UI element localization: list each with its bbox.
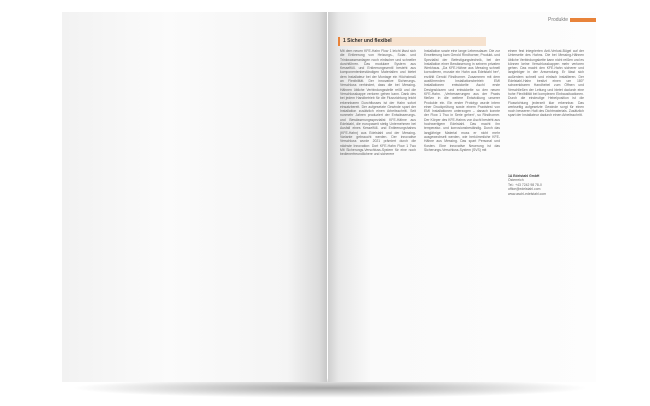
contact-country: Österreich — [508, 178, 524, 183]
article-column-2: Installation sowie eine lange Lebensdauer. Die zur Erweiterung kam Gerold Rindhorner, Produkt- und Spezialist der Befestigungstechnik, bei der Installation einer Bewässerung in seinem privaten Werkhaus. „Da KFE-Hähne aus Messing schnell korrodieren, musste ein Hahn aus Edelstahl her“, erzählt Gerold Rindhorner. Zusammen mit dem ausführenden Installationsbetrieb EMI Installationen entwickelte Aschl erste Designskizzen und entwickelte so den neuen KFE-Hahn. „Verbesserungen aus der Praxis fließen in die weitere Entwicklung unserer Produkte ein. Ein erster Prototyp wurde intern einer Druckprüfung sowie einem Praxistest von EMI Installationen unterzogen – danach konnte der Flow 1 Two in Serie gehen“, so Rindhorner. Der Körper des KFE-Hahns von Aschl besteht aus hochwertigem Edelstahl. Das macht ihn temperatur- und korrosionsbeständig. Durch das langjährige Material muss er nicht mehr ausgewechselt werden, wie herkömmliche KFE-Hähne aus Messing. Das spart Personal und Kosten. Eine innovative Neuerung ist das Sicherungs-Verschluss-System (SVS) mit — [424, 49, 500, 152]
article-column-1: Mit dem neuen KFE-Hahn Flow 1 leicht lässt sich die Entleerung von Heizungs-, Solar- und Trinkwasseranlagen noch einfacher und schneller durchführen. Das modulare System aus Kesselfüll- und Entleerungsventil besteht aus komponentenbeständigen Materialien und bietet dem Installateur bei der Montage ein Höchstmaß an Flexibilität. Der innovative Sicherungs-Verschluss verhindert, dass die bei Messing-Hähnen übliche Verbindungsstelle reißt und die Verschlusskappe verloren gehen kann. Dank des bei jedem Handbetrieb für die Flussrichtung leicht erkennbaren Durchflusses ist der Hahn sofort einsatzbereit. Der aufgesetzte Gewinde spart der Installation zusätzlich einen Arbeitsschritt. Seit nunmehr Jahren produziert der Entwässerungs- und Bewässerungsspezialist KFE-Hähne aus Edelstahl, die europaweit stetig Unternehmen bei Ausfall eines Kesselfüll- und Entleerungshahns (KFE-Hahn) aus Edelstahl und der Messing-Variante gebraucht werden. Der innovative Verschluss wurde 2021 prämiert durch die nächste Innovation: Dort KFE-Hahn Flow 1 Two Mit Sicherungs-Verschluss-System für eine noch bedienerfreundlichere und sicherere — [340, 49, 416, 157]
contact-block — [508, 174, 584, 196]
contact-web: www.aschl-edelstahl.com — [508, 191, 547, 196]
article-heading-box — [338, 37, 486, 46]
contact-phone: Tel.: +43 7242 98 78-0 — [508, 182, 542, 187]
left-page — [62, 12, 327, 382]
section-label: Produkte — [547, 17, 568, 23]
magazine-spread — [62, 12, 596, 392]
right-page — [328, 12, 596, 382]
section-accent-bar — [570, 18, 596, 22]
article-column-3: einem fest integrierten Anti-Verlust-Bügel auf der Unterseite des Hahns. Die bei Messing-Hähnen übliche Verbindungskette kann nicht reißen und es können keine Verschlusskappen mehr verloren gehen. Das macht den KFE-Hahn sicherer und langlebiger in der Anwendung. Er lässt sich außerdem schnell und einfach installieren. Der Edelstahl-Hahn besitzt einen um 180° schwenkbaren Handhebel zum Öffnen und Verschließen der Leitung und bietet dadurch eine hohe Flexibilität bei komplexen Einbausituationen. Durch die eindeutige Hebelposition ist die Flussrichtung jederzeit klar erkennbar. Das werkseitig aufgesetzte Gewinde sorgt für einen noch besseren Halt des Dichtmaterials. Zusätzlich spart der Installateur dadurch einen Arbeitsschritt. — [508, 49, 584, 118]
contact-company: 1A Edelstahl GmbH — [508, 174, 540, 178]
article-heading: 1 Sicher und flexibel — [343, 38, 392, 44]
contact-email: office@edelstahl.com — [508, 187, 541, 192]
